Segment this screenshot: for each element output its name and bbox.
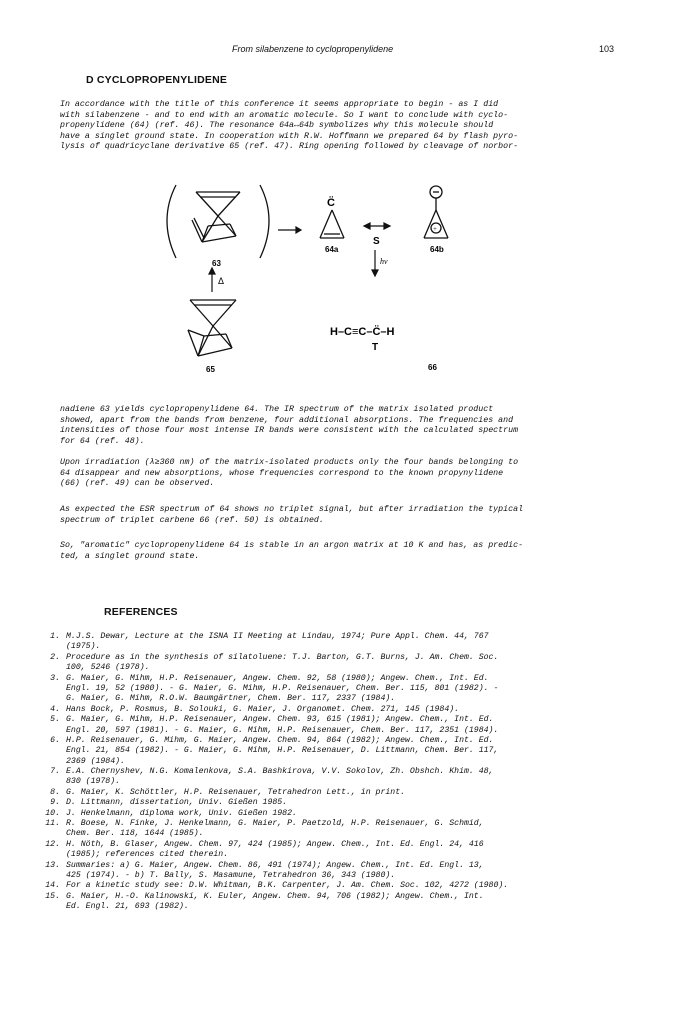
reference-line: M.J.S. Dewar, Lecture at the ISNA II Meeting at Lindau, 1974; Pure Appl. Chem. 44, 767 (66, 632, 489, 641)
reference-line: 2369 (1984). (66, 756, 125, 766)
reference-item (36, 715, 636, 736)
label-64b: 64b (430, 245, 444, 254)
label-64a: 64a (325, 245, 339, 254)
reference-item (36, 840, 636, 861)
text-line: have a singlet ground state. In cooperation with R.W. Hoffmann we prepared 64 by flash pyro- (60, 131, 519, 141)
reference-number: 5. (50, 715, 60, 725)
reference-number: 14. (45, 881, 60, 891)
triplet-label: T (372, 342, 379, 353)
label-63: 63 (212, 259, 221, 268)
reference-line: G. Maier, H.-O. Kalinowski, K. Euler, Angew. Chem. 94, 706 (1982); Angew. Chem., Int. (66, 891, 484, 901)
text-line: ted, a singlet ground state. (60, 551, 200, 561)
reference-item (36, 674, 636, 705)
references-heading: REFERENCES (104, 606, 178, 618)
text-line: As expected the ESR spectrum of 64 shows no triplet signal, but after irradiation the typical (60, 505, 524, 514)
irradiation-arrow (372, 250, 378, 276)
reference-item (36, 881, 636, 891)
compound-64b-structure (424, 186, 448, 238)
reference-line: R. Boese, N. Finke, J. Henkelmann, G. Maier, P. Paetzold, H.P. Reisenauer, G. Schmid, (66, 819, 484, 829)
label-66: 66 (428, 363, 437, 372)
reference-item (36, 767, 636, 788)
reference-line: G. Maier, K. Schöttler, H.P. Reisenauer, Tetrahedron Lett., in print. (66, 787, 406, 797)
reference-number: 6. (50, 735, 60, 745)
paragraph-esr (60, 505, 620, 526)
reference-number: 8. (50, 787, 60, 797)
pyrolysis-arrow (209, 268, 215, 292)
paragraph-conclusion (60, 541, 620, 562)
reference-line: D. Littmann, dissertation, Univ. Gießen 1985. (66, 798, 288, 808)
reference-item (36, 861, 636, 882)
running-title: From silabenzene to cyclopropenylidene (232, 44, 394, 54)
resonance-arrow (364, 223, 390, 229)
hv-label: hν (380, 257, 388, 266)
reaction-scheme-figure (150, 180, 490, 380)
reference-number: 2. (50, 652, 60, 662)
reference-number: 15. (45, 891, 60, 901)
section-heading: D CYCLOPROPENYLIDENE (86, 74, 228, 86)
text-line: propenylidene (64) (ref. 46). The resonance 64a↔64b symbolizes why this molecule should (60, 121, 494, 131)
reference-item (36, 705, 636, 715)
reference-number: 10. (45, 808, 60, 818)
text-line: In accordance with the title of this conference it seems appropriate to begin - as I did (60, 100, 499, 109)
reference-number: 3. (50, 673, 60, 683)
text-line: (66) (ref. 49) can be observed. (60, 479, 215, 489)
compound-64a-structure (320, 210, 344, 238)
reference-line: Engl. 19, 52 (1980). - G. Maier, G. Mihm, H.P. Reisenauer, Chem. Ber. 115, 801 (1982). - (66, 683, 499, 693)
reference-line: H. Nöth, B. Glaser, Angew. Chem. 97, 424 (1985); Angew. Chem., Int. Ed. Engl. 24, 416 (66, 839, 484, 849)
reference-number: 1. (50, 632, 60, 641)
svg-text:+: + (433, 225, 437, 233)
arrow-to-64a (278, 227, 301, 233)
page-number: 103 (599, 44, 615, 54)
reference-number: 9. (50, 798, 60, 808)
reference-line: Summaries: a) G. Maier, Angew. Chem. 86, 491 (1974); Angew. Chem., Int. Ed. Engl. 13, (66, 860, 484, 870)
reference-line: (1975). (66, 642, 101, 652)
reference-line: G. Maier, G. Mihm, R.O.W. Baumgärtner, Chem. Ber. 117, 2337 (1984). (66, 694, 396, 704)
left-parenthesis (167, 185, 176, 258)
text-line: lysis of quadricyclane derivative 65 (ref. 47). Ring opening followed by cleavage of norbor- (60, 142, 519, 152)
text-line: with silabenzene - and to end with an aromatic molecule. So I want to conclude with cyclo- (60, 110, 509, 120)
formula-66: H–C≡C–C̈–H (330, 326, 395, 338)
reference-line: G. Maier, G. Mihm, H.P. Reisenauer, Angew. Chem. 92, 58 (1980); Angew. Chem., Int. Ed. (66, 673, 489, 683)
text-line: nadiene 63 yields cyclopropenylidene 64. The IR spectrum of the matrix isolated product (60, 405, 494, 414)
reference-item (36, 632, 636, 653)
delta-label: Δ (218, 276, 225, 286)
text-line: intensities of those four most intense IR bands were consistent with the calculated spectrum (60, 426, 519, 436)
reference-line: Engl. 21, 854 (1982). - G. Maier, G. Mihm, H.P. Reisenauer, D. Littmann, Chem. Ber. 117, (66, 746, 499, 756)
reference-line: 425 (1974). - b) T. Bally, S. Masamune, Tetrahedron 36, 343 (1980). (66, 870, 396, 880)
reference-item (36, 809, 636, 819)
reference-line: H.P. Reisenauer, G. Mihm, G. Maier, Angew. Chem. 94, 864 (1982); Angew. Chem., Int. Ed. (66, 735, 494, 745)
text-line: Upon irradiation (λ≥360 nm) of the matrix-isolated products only the four bands belonging to (60, 458, 519, 467)
reference-item (36, 819, 636, 840)
reference-line: Hans Bock, P. Rosmus, B. Solouki, G. Maier, J. Organomet. Chem. 271, 145 (1984). (66, 704, 460, 714)
paragraph-intro (60, 100, 620, 153)
reference-item (36, 892, 636, 913)
reference-number: 12. (45, 839, 60, 849)
text-line: So, "aromatic" cyclopropenylidene 64 is stable in an argon matrix at 10 K and has, as predic- (60, 541, 524, 550)
reference-line: 830 (1978). (66, 777, 121, 787)
reference-line: G. Maier, G. Mihm, H.P. Reisenauer, Angew. Chem. 93, 615 (1981); Angew. Chem., Int. Ed. (66, 715, 494, 725)
reference-line: Ed. Engl. 21, 693 (1982). (66, 902, 189, 912)
reference-line: J. Henkelmann, diploma work, Univ. Gießen 1982. (66, 808, 297, 818)
singlet-label: S (373, 236, 380, 247)
reference-item (36, 653, 636, 674)
text-line: showed, apart from the bands from benzene, four additional absorptions. The frequencies and (60, 415, 514, 425)
running-header (0, 44, 679, 58)
reference-line: Chem. Ber. 118, 1644 (1985). (66, 829, 204, 839)
reference-number: 7. (50, 767, 60, 777)
reference-item (36, 788, 636, 798)
text-line: spectrum of triplet carbene 66 (ref. 50) is obtained. (60, 515, 324, 525)
reference-number: 13. (45, 860, 60, 870)
reference-line: Engl. 20, 597 (1981). - G. Maier, G. Mihm, H.P. Reisenauer, Chem. Ber. 117, 2351 (1984). (66, 725, 499, 735)
compound-65-structure (188, 300, 236, 356)
reference-number: 11. (45, 819, 60, 829)
text-line: for 64 (ref. 48). (60, 436, 145, 446)
reference-line: 100, 5246 (1978). (66, 663, 150, 673)
label-65: 65 (206, 365, 215, 374)
reference-line: For a kinetic study see: D.W. Whitman, B.K. Carpenter, J. Am. Chem. Soc. 102, 4272 (1980). (66, 881, 509, 891)
reference-line: (1985); references cited therein. (66, 850, 229, 860)
right-parenthesis (260, 185, 269, 258)
reference-line: Procedure as in the synthesis of silatoluene: T.J. Barton, G.T. Burns, J. Am. Chem. Soc. (66, 652, 499, 662)
carbene-label-64a: C̈ (327, 197, 335, 209)
reference-item (36, 798, 636, 808)
text-line: 64 disappear and new absorptions, whose frequencies correspond to the known propynylidene (60, 468, 504, 478)
paragraph-results (60, 405, 620, 447)
paragraph-irradiation (60, 458, 620, 490)
reference-line: E.A. Chernyshev, N.G. Komalenkova, S.A. Bashkirova, V.V. Sokolov, Zh. Obshch. Khim. 48, (66, 767, 494, 777)
compound-63-structure (167, 185, 269, 258)
reference-item (36, 736, 636, 767)
reference-list (36, 632, 636, 913)
reference-number: 4. (50, 704, 60, 714)
